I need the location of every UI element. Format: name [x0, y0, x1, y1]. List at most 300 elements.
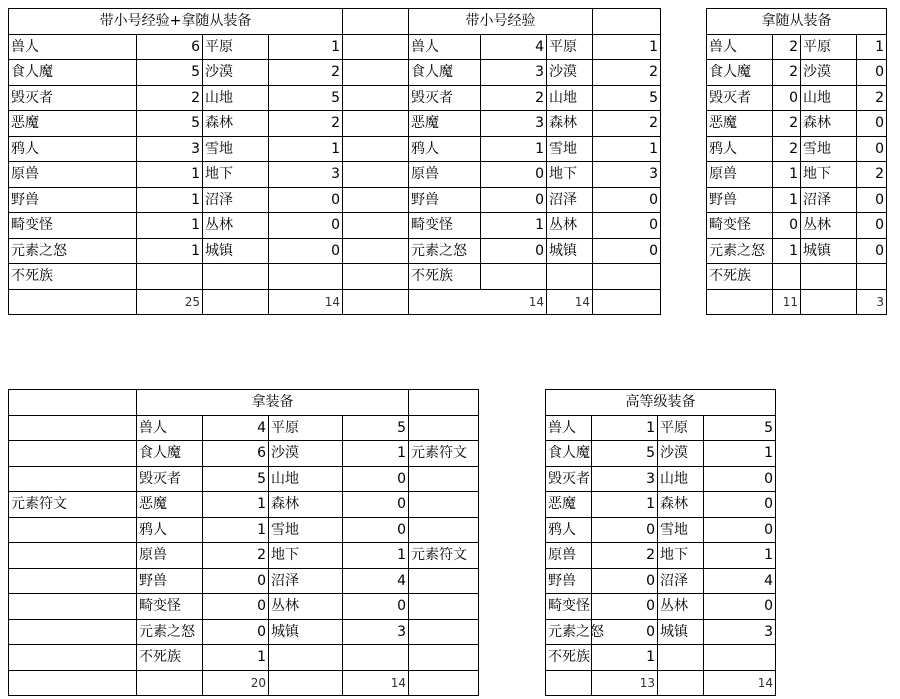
terrain-count: 0	[343, 466, 409, 492]
terrain-name: 地下	[547, 162, 593, 188]
terrain-name	[658, 645, 704, 671]
table-row	[343, 85, 661, 111]
race-name: 毁灭者	[137, 466, 203, 492]
table-row	[9, 415, 479, 441]
race-count: 3	[137, 136, 203, 162]
table-gear	[8, 389, 479, 696]
table-row	[707, 238, 887, 264]
terrain-count: 2	[593, 60, 661, 86]
race-count: 2	[592, 543, 658, 569]
table-title: 拿装备	[137, 390, 409, 416]
race-count: 2	[137, 85, 203, 111]
spacer-cell	[9, 568, 137, 594]
terrain-name: 山地	[269, 466, 343, 492]
terrain-name: 地下	[203, 162, 269, 188]
spacer-cell	[343, 213, 409, 239]
race-count: 1	[203, 492, 269, 518]
race-count: 1	[137, 213, 203, 239]
race-name: 食人魔	[137, 441, 203, 467]
terrain-count: 0	[593, 213, 661, 239]
terrain-count: 3	[343, 619, 409, 645]
terrain-name: 丛林	[203, 213, 269, 239]
race-count: 1	[203, 517, 269, 543]
side-label-right: 元素符文	[409, 543, 479, 569]
race-count: 3	[481, 111, 547, 137]
terrain-count: 5	[269, 85, 343, 111]
table-row	[9, 568, 479, 594]
race-name: 畸变怪	[546, 594, 592, 620]
race-name: 恶魔	[409, 111, 481, 137]
terrain-count: 0	[704, 594, 776, 620]
race-count: 2	[481, 85, 547, 111]
spacer-cell	[343, 187, 409, 213]
table-row	[546, 645, 776, 671]
race-count: 2	[203, 543, 269, 569]
terrain-name: 沼泽	[203, 187, 269, 213]
terrain-name	[203, 264, 269, 290]
race-name: 毁灭者	[707, 85, 773, 111]
race-total: 13	[592, 670, 658, 696]
terrain-name: 沼泽	[658, 568, 704, 594]
total-spacer	[203, 289, 269, 315]
race-name: 不死族	[409, 264, 481, 290]
table-row	[707, 162, 887, 188]
terrain-count: 4	[704, 568, 776, 594]
table-row	[546, 594, 776, 620]
table-follower-gear	[706, 8, 887, 315]
terrain-name: 雪地	[203, 136, 269, 162]
terrain-name: 森林	[547, 111, 593, 137]
table-row	[9, 162, 343, 188]
table-title: 拿随从装备	[707, 9, 887, 35]
race-count: 2	[773, 136, 801, 162]
terrain-name: 城镇	[269, 619, 343, 645]
terrain-count: 0	[704, 466, 776, 492]
table-row	[546, 492, 776, 518]
table-row	[9, 264, 343, 290]
terrain-count: 3	[269, 162, 343, 188]
race-name: 食人魔	[9, 60, 137, 86]
race-name: 鸦人	[546, 517, 592, 543]
table-row	[9, 111, 343, 137]
terrain-name: 山地	[203, 85, 269, 111]
race-count: 6	[137, 34, 203, 60]
terrain-total: 14	[269, 289, 343, 315]
terrain-name: 森林	[801, 111, 857, 137]
race-name: 原兽	[9, 162, 137, 188]
terrain-name: 丛林	[269, 594, 343, 620]
spacer-cell	[343, 264, 409, 290]
table-row	[9, 466, 479, 492]
terrain-name: 平原	[658, 415, 704, 441]
race-total: 11	[773, 289, 801, 315]
total-spacer	[409, 670, 479, 696]
table-row	[707, 60, 887, 86]
race-count: 1	[481, 136, 547, 162]
race-name: 食人魔	[409, 60, 481, 86]
terrain-count: 5	[593, 85, 661, 111]
race-name: 元素之怒	[409, 238, 481, 264]
spacer-cell	[409, 619, 479, 645]
table-row	[9, 619, 479, 645]
race-count: 3	[481, 60, 547, 86]
terrain-count: 1	[343, 441, 409, 467]
spacer-cell	[9, 619, 137, 645]
table-row	[9, 213, 343, 239]
terrain-name: 地下	[269, 543, 343, 569]
terrain-count: 5	[343, 415, 409, 441]
race-count: 1	[137, 238, 203, 264]
race-name: 鸦人	[9, 136, 137, 162]
table-row	[343, 264, 661, 290]
race-count: 4	[481, 34, 547, 60]
table-high-level-gear	[545, 389, 776, 696]
terrain-total: 3	[857, 289, 887, 315]
spacer-cell	[409, 568, 479, 594]
terrain-name: 城镇	[547, 238, 593, 264]
terrain-count: 0	[343, 594, 409, 620]
spacer-cell	[343, 136, 409, 162]
race-count	[137, 264, 203, 290]
race-total: 14	[409, 289, 547, 315]
race-count: 2	[773, 34, 801, 60]
terrain-count: 3	[593, 162, 661, 188]
race-count: 1	[203, 645, 269, 671]
spacer-cell	[343, 111, 409, 137]
table-row	[546, 517, 776, 543]
race-name: 元素之怒	[137, 619, 203, 645]
race-total: 20	[203, 670, 269, 696]
race-name: 恶魔	[707, 111, 773, 137]
terrain-name: 森林	[269, 492, 343, 518]
side-label-right: 元素符文	[409, 441, 479, 467]
terrain-count: 2	[593, 111, 661, 137]
table-row	[343, 238, 661, 264]
race-count: 0	[592, 517, 658, 543]
terrain-count	[593, 264, 661, 290]
race-count: 1	[137, 162, 203, 188]
terrain-count: 4	[343, 568, 409, 594]
table-row	[707, 136, 887, 162]
race-name: 野兽	[137, 568, 203, 594]
terrain-count: 0	[704, 492, 776, 518]
terrain-count: 1	[593, 136, 661, 162]
table-row	[9, 187, 343, 213]
terrain-count: 0	[857, 187, 887, 213]
spacer-cell	[343, 60, 409, 86]
race-name: 元素之怒	[707, 238, 773, 264]
table-leveling-and-follower-gear	[8, 8, 343, 315]
terrain-name: 丛林	[547, 213, 593, 239]
terrain-count: 0	[269, 213, 343, 239]
terrain-count: 3	[704, 619, 776, 645]
table-row	[707, 187, 887, 213]
race-name: 恶魔	[137, 492, 203, 518]
race-name: 野兽	[546, 568, 592, 594]
spacer-cell	[9, 390, 137, 416]
spacer-cell	[343, 162, 409, 188]
terrain-name: 雪地	[801, 136, 857, 162]
spacer-cell	[409, 517, 479, 543]
race-name: 恶魔	[9, 111, 137, 137]
race-count: 5	[592, 441, 658, 467]
terrain-count	[343, 645, 409, 671]
race-name: 元素之怒	[9, 238, 137, 264]
race-count: 2	[773, 111, 801, 137]
spacer-cell	[409, 390, 479, 416]
terrain-name: 山地	[658, 466, 704, 492]
table-row	[9, 238, 343, 264]
race-count: 0	[203, 568, 269, 594]
race-name: 鸦人	[707, 136, 773, 162]
terrain-count: 2	[857, 85, 887, 111]
table-row	[9, 441, 479, 467]
terrain-name: 雪地	[269, 517, 343, 543]
total-spacer	[137, 670, 203, 696]
terrain-name	[801, 264, 857, 290]
terrain-name	[269, 645, 343, 671]
table-row	[343, 187, 661, 213]
race-count: 1	[773, 162, 801, 188]
terrain-count: 0	[343, 492, 409, 518]
terrain-name: 山地	[801, 85, 857, 111]
spacer-cell	[343, 238, 409, 264]
table-row	[9, 60, 343, 86]
race-name: 原兽	[707, 162, 773, 188]
terrain-count: 0	[857, 136, 887, 162]
total-spacer	[658, 670, 704, 696]
spacer-cell	[9, 645, 137, 671]
spacer-cell	[9, 594, 137, 620]
side-label-left: 元素符文	[9, 492, 137, 518]
race-count: 1	[773, 238, 801, 264]
race-name: 原兽	[409, 162, 481, 188]
race-name: 鸦人	[409, 136, 481, 162]
race-count: 3	[592, 466, 658, 492]
terrain-count: 1	[269, 136, 343, 162]
spacer-cell	[343, 9, 409, 35]
spacer-cell	[593, 9, 661, 35]
race-count: 0	[773, 85, 801, 111]
table-title: 带小号经验+拿随从装备	[9, 9, 343, 35]
race-count: 5	[137, 60, 203, 86]
terrain-name: 沙漠	[801, 60, 857, 86]
terrain-name: 沼泽	[269, 568, 343, 594]
terrain-total: 14	[547, 289, 593, 315]
terrain-name: 平原	[203, 34, 269, 60]
table-row	[707, 111, 887, 137]
terrain-name: 沼泽	[547, 187, 593, 213]
race-count: 5	[203, 466, 269, 492]
table-title: 带小号经验	[409, 9, 593, 35]
table-row	[707, 34, 887, 60]
terrain-name: 沙漠	[203, 60, 269, 86]
race-name: 野兽	[9, 187, 137, 213]
table-row	[546, 568, 776, 594]
race-name: 原兽	[137, 543, 203, 569]
race-count: 0	[773, 213, 801, 239]
race-name: 畸变怪	[707, 213, 773, 239]
terrain-name: 沙漠	[658, 441, 704, 467]
total-spacer	[707, 289, 773, 315]
race-name: 恶魔	[546, 492, 592, 518]
race-count: 1	[592, 645, 658, 671]
race-count: 1	[592, 492, 658, 518]
terrain-name: 城镇	[658, 619, 704, 645]
terrain-name	[547, 264, 593, 290]
race-name: 毁灭者	[409, 85, 481, 111]
race-count: 1	[137, 187, 203, 213]
race-count: 0	[592, 619, 658, 645]
table-row	[546, 466, 776, 492]
race-count: 2	[773, 60, 801, 86]
terrain-count: 0	[857, 60, 887, 86]
table-row	[9, 594, 479, 620]
terrain-total: 14	[704, 670, 776, 696]
spacer-cell	[409, 645, 479, 671]
terrain-name: 雪地	[547, 136, 593, 162]
race-name: 畸变怪	[409, 213, 481, 239]
total-spacer	[269, 670, 343, 696]
terrain-count: 2	[269, 111, 343, 137]
race-total: 25	[137, 289, 203, 315]
terrain-name: 山地	[547, 85, 593, 111]
terrain-name: 雪地	[658, 517, 704, 543]
table-row	[546, 415, 776, 441]
terrain-count: 0	[857, 111, 887, 137]
table-row	[9, 492, 479, 518]
spacer-cell	[409, 594, 479, 620]
table-row	[9, 645, 479, 671]
table-row	[343, 111, 661, 137]
spacer-cell	[9, 441, 137, 467]
race-count: 0	[203, 619, 269, 645]
race-name: 野兽	[409, 187, 481, 213]
terrain-count: 1	[704, 543, 776, 569]
total-spacer	[546, 670, 592, 696]
race-name: 兽人	[546, 415, 592, 441]
terrain-name: 沙漠	[269, 441, 343, 467]
total-spacer	[593, 289, 661, 315]
terrain-count: 0	[593, 238, 661, 264]
terrain-name: 丛林	[658, 594, 704, 620]
terrain-count: 5	[704, 415, 776, 441]
race-count: 0	[481, 162, 547, 188]
race-name: 食人魔	[546, 441, 592, 467]
spacer-cell	[9, 466, 137, 492]
terrain-name: 平原	[269, 415, 343, 441]
race-name: 野兽	[707, 187, 773, 213]
race-name: 不死族	[546, 645, 592, 671]
race-count: 1	[773, 187, 801, 213]
race-name: 元素之怒	[546, 619, 592, 645]
table-row	[707, 213, 887, 239]
race-count: 0	[592, 568, 658, 594]
terrain-count: 1	[269, 34, 343, 60]
table-row	[707, 85, 887, 111]
terrain-total: 14	[343, 670, 409, 696]
terrain-count: 2	[857, 162, 887, 188]
race-count: 0	[592, 594, 658, 620]
terrain-count	[704, 645, 776, 671]
spacer-cell	[409, 492, 479, 518]
race-name: 原兽	[546, 543, 592, 569]
terrain-name: 地下	[801, 162, 857, 188]
table-row	[343, 34, 661, 60]
race-name: 畸变怪	[9, 213, 137, 239]
terrain-count: 1	[343, 543, 409, 569]
race-count: 4	[203, 415, 269, 441]
race-count	[773, 264, 801, 290]
total-spacer	[9, 289, 137, 315]
race-name: 不死族	[137, 645, 203, 671]
terrain-count: 0	[857, 213, 887, 239]
table-row	[9, 34, 343, 60]
terrain-count: 2	[269, 60, 343, 86]
terrain-name: 城镇	[203, 238, 269, 264]
table-row	[546, 543, 776, 569]
race-count	[481, 264, 547, 290]
terrain-name: 沼泽	[801, 187, 857, 213]
race-name: 兽人	[707, 34, 773, 60]
spacer-cell	[409, 415, 479, 441]
race-name: 鸦人	[137, 517, 203, 543]
table-row	[343, 136, 661, 162]
terrain-name: 森林	[658, 492, 704, 518]
terrain-name: 平原	[547, 34, 593, 60]
table-row	[343, 213, 661, 239]
terrain-count: 0	[343, 517, 409, 543]
total-spacer	[801, 289, 857, 315]
table-row	[343, 60, 661, 86]
race-count: 1	[481, 213, 547, 239]
race-name: 不死族	[707, 264, 773, 290]
total-spacer	[9, 670, 137, 696]
table-row	[9, 136, 343, 162]
spacer-cell	[343, 85, 409, 111]
spacer-cell	[9, 517, 137, 543]
terrain-name: 森林	[203, 111, 269, 137]
race-count: 5	[137, 111, 203, 137]
race-count: 0	[481, 187, 547, 213]
table-row	[9, 85, 343, 111]
race-count: 1	[592, 415, 658, 441]
table-row	[343, 162, 661, 188]
race-name: 不死族	[9, 264, 137, 290]
terrain-name: 沙漠	[547, 60, 593, 86]
table-row	[707, 264, 887, 290]
spacer-cell	[343, 34, 409, 60]
terrain-count: 0	[269, 187, 343, 213]
table-row	[546, 441, 776, 467]
race-name: 食人魔	[707, 60, 773, 86]
race-count: 6	[203, 441, 269, 467]
terrain-count	[857, 264, 887, 290]
race-name: 兽人	[137, 415, 203, 441]
table-leveling	[342, 8, 661, 315]
table-row	[9, 517, 479, 543]
terrain-count: 1	[857, 34, 887, 60]
terrain-name: 丛林	[801, 213, 857, 239]
race-count: 0	[481, 238, 547, 264]
table-row	[9, 543, 479, 569]
terrain-count: 1	[704, 441, 776, 467]
terrain-count: 0	[593, 187, 661, 213]
table-row	[546, 619, 776, 645]
terrain-name: 地下	[658, 543, 704, 569]
race-name: 兽人	[9, 34, 137, 60]
race-count: 0	[203, 594, 269, 620]
